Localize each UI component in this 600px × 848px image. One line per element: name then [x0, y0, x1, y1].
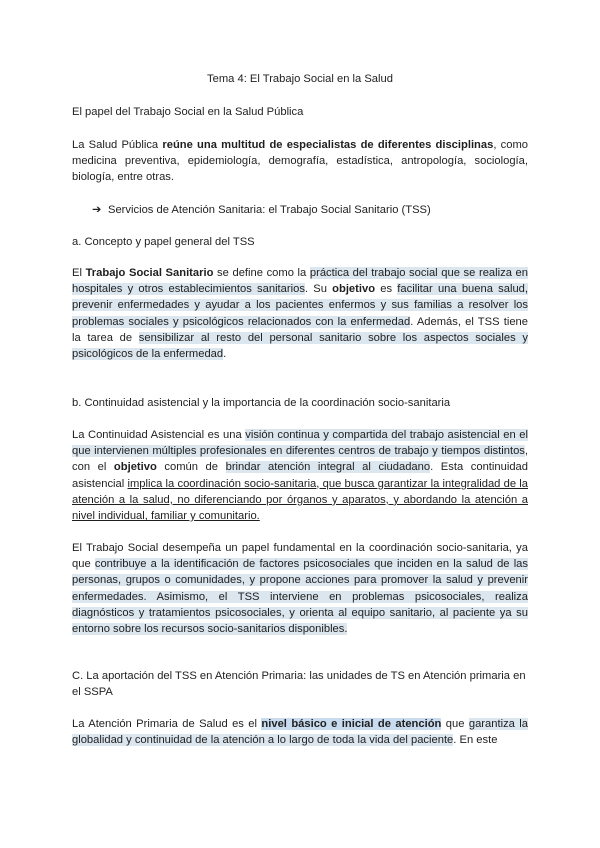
section-a-heading: a. Concepto y papel general del TSS — [72, 236, 255, 248]
arrow-right-icon: ➔ — [92, 204, 102, 216]
page-title: Tema 4: El Trabajo Social en la Salud — [207, 73, 393, 85]
intro-paragraph: La Salud Pública reúne una multitud de especialistas de diferentes disciplinas, como medicina preventiva, epidemiología, demografía, estadística, antropología, sociología, biología, entre otras. — [72, 139, 529, 184]
section-a-paragraph: El Trabajo Social Sanitario se define como la práctica del trabajo social que se realiza en hospitales y otros establecimientos sanitarios. Su objetivo es facilitar una buena salud, prevenir enfermedades y ayudar a los pacientes enfermos y sus familias a resolver los problemas sociales y psicológicos relacionados con la enfermedad. Además, el TSS tiene la tarea de sensibilizar al resto del personal sanitario sobre los aspectos sociales y psicológicos de la enfermedad. — [72, 267, 529, 361]
section-c-heading: C. La aportación del TSS en Atención Primaria: las unidades de TS en Atención primaria en el SSPA — [72, 670, 526, 699]
section-b-paragraph-1: La Continuidad Asistencial es una visión continua y compartida del trabajo asistencial en el que intervienen múltiples profesionales en diferentes centros de trabajo y tiempos distintos, con el objetivo común de brindar atención integral al ciudadano. Esta continuidad asistencial implica la coordinación socio-sanitaria, que busca garantizar la integralidad de la atención a la salud, no diferenciando por órganos y aparatos, y abordando la atención a nivel individual, familiar y comunitario. — [72, 429, 529, 523]
bullet-item — [92, 202, 528, 218]
section-b-heading: b. Continuidad asistencial y la importancia de la coordinación socio-sanitaria — [72, 397, 451, 409]
section-c-paragraph: La Atención Primaria de Salud es el nivel básico e inicial de atención que garantiza la globalidad y continuidad de la atención a lo largo de toda la vida del paciente. En este — [72, 718, 528, 747]
bullet-text: Servicios de Atención Sanitaria: el Trabajo Social Sanitario (TSS) — [108, 204, 431, 216]
section-b-paragraph-2: El Trabajo Social desempeña un papel fundamental en la coordinación socio-sanitaria, ya que contribuye a la identificación de factores psicosociales que inciden en la salud de las personas, grupos o comunidades, y propone acciones para promover la salud y prevenir enfermedades. Asimismo, el TSS interviene en problemas psicosociales, realiza diagnósticos y tratamientos psicosociales, y orienta al equipo sanitario, al paciente ya su entorno sobre los recursos socio-sanitarios disponibles. — [72, 542, 528, 636]
subtitle: El papel del Trabajo Social en la Salud Pública — [72, 106, 304, 118]
